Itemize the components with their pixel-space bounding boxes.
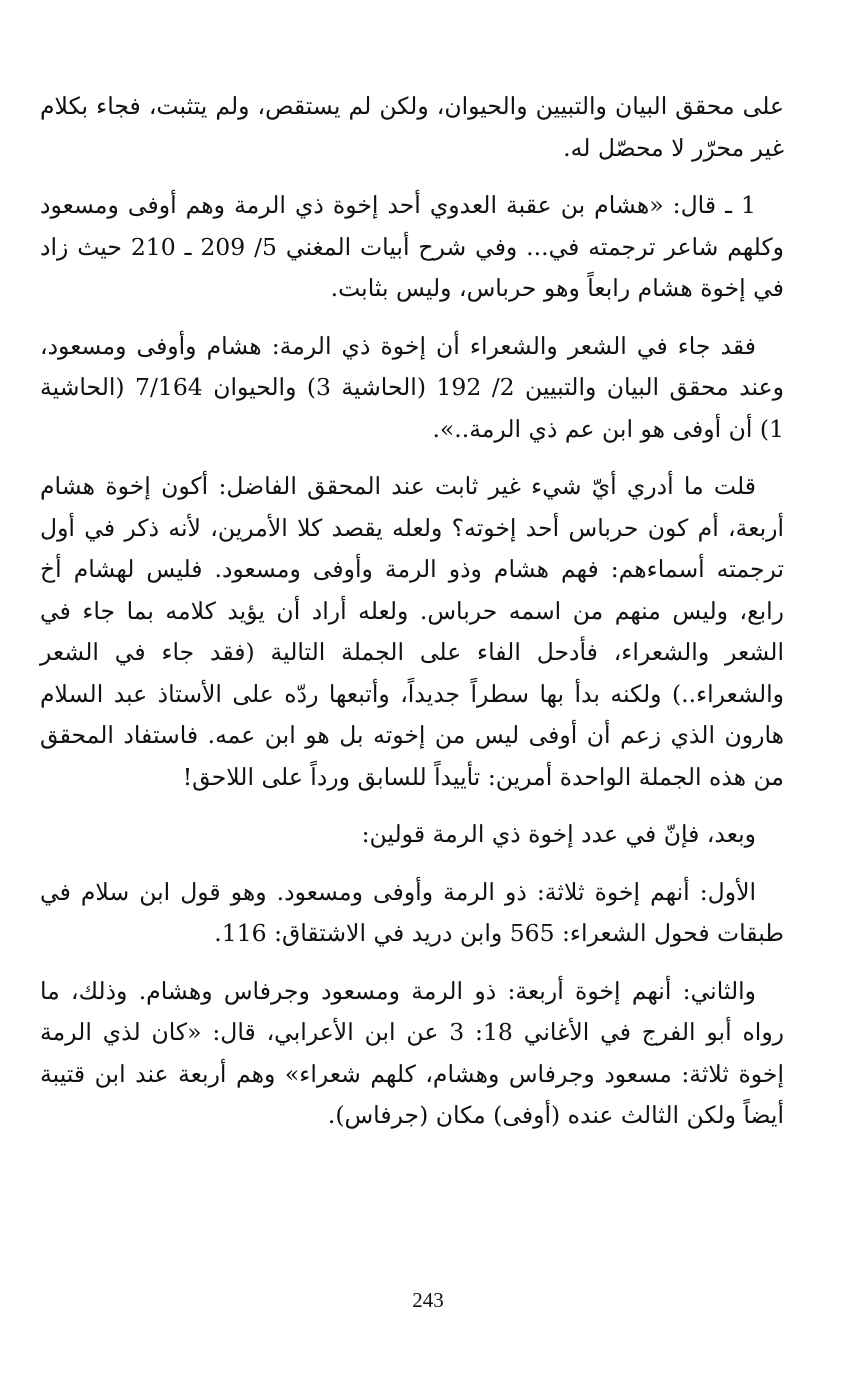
paragraph-5: وبعد، فإنّ في عدد إخوة ذي الرمة قولين:	[361, 820, 756, 848]
paragraph-6: الأول: أنهم إخوة ثلاثة: ذو الرمة وأوفى ومسعود. وهو قول ابن سلام في طبقات فحول الشعراء: 565 وابن دريد في الاشتقاق: 116.	[40, 877, 784, 947]
page-number: 243	[412, 1288, 444, 1312]
page-body	[40, 86, 784, 1153]
paragraph-1: على محقق البيان والتبيين والحيوان، ولكن لم يستقص، ولم يتثبت، فجاء بكلام غير محرّر لا محصّل له.	[40, 92, 784, 162]
paragraph-4: قلت ما أدري أيّ شيء غير ثابت عند المحقق الفاضل: أكون إخوة هشام أربعة، أم كون حرباس أحد إخوته؟ ولعله يقصد كلا الأمرين، لأنه ذكر في أول ترجمته أسماءهم: فهم هشام وذو الرمة وأوفى ومسعود. فليس لهشام أخ رابع، وليس منهم من اسمه حرباس. ولعله أراد أن يؤيد كلامه بما جاء في الشعر والشعراء، فأدحل الفاء على الجملة التالية (فقد جاء في الشعر والشعراء..) ولكنه بدأ بها سطراً جديداً، وأتبعها ردّه على الأستاذ عبد السلام هارون الذي زعم أن أوفى ليس من إخوته بل هو ابن عمه. فاستفاد المحقق من هذه الجملة الواحدة أمرين: تأييداً للسابق ورداً على اللاحق!	[40, 472, 784, 791]
paragraph-2: 1 ـ قال: «هشام بن عقبة العدوي أحد إخوة ذي الرمة وهم أوفى ومسعود وكلهم شاعر ترجمته في... وفي شرح أبيات المغني 5/ 209 ـ 210 حيث زاد في إخوة هشام رابعاً وهو حرباس، وليس بثابت.	[40, 191, 784, 302]
paragraph-3: فقد جاء في الشعر والشعراء أن إخوة ذي الرمة: هشام وأوفى ومسعود، وعند محقق البيان والتبيين 2/ 192 (الحاشية 3) والحيوان 7/164 (الحاشية 1) أن أوفى هو ابن عم ذي الرمة..».	[40, 331, 784, 443]
paragraph-7: والثاني: أنهم إخوة أربعة: ذو الرمة ومسعود وجرفاس وهشام. وذلك، ما رواه أبو الفرج في الأغاني 18: 3 عن ابن الأعرابي، قال: «كان لذي الرمة إخوة ثلاثة: مسعود وجرفاس وهشام، كلهم شعراء» وهم أربعة عند ابن قتيبة أيضاً ولكن الثالث عنده (أوفى) مكان (جرفاس).	[40, 976, 785, 1129]
